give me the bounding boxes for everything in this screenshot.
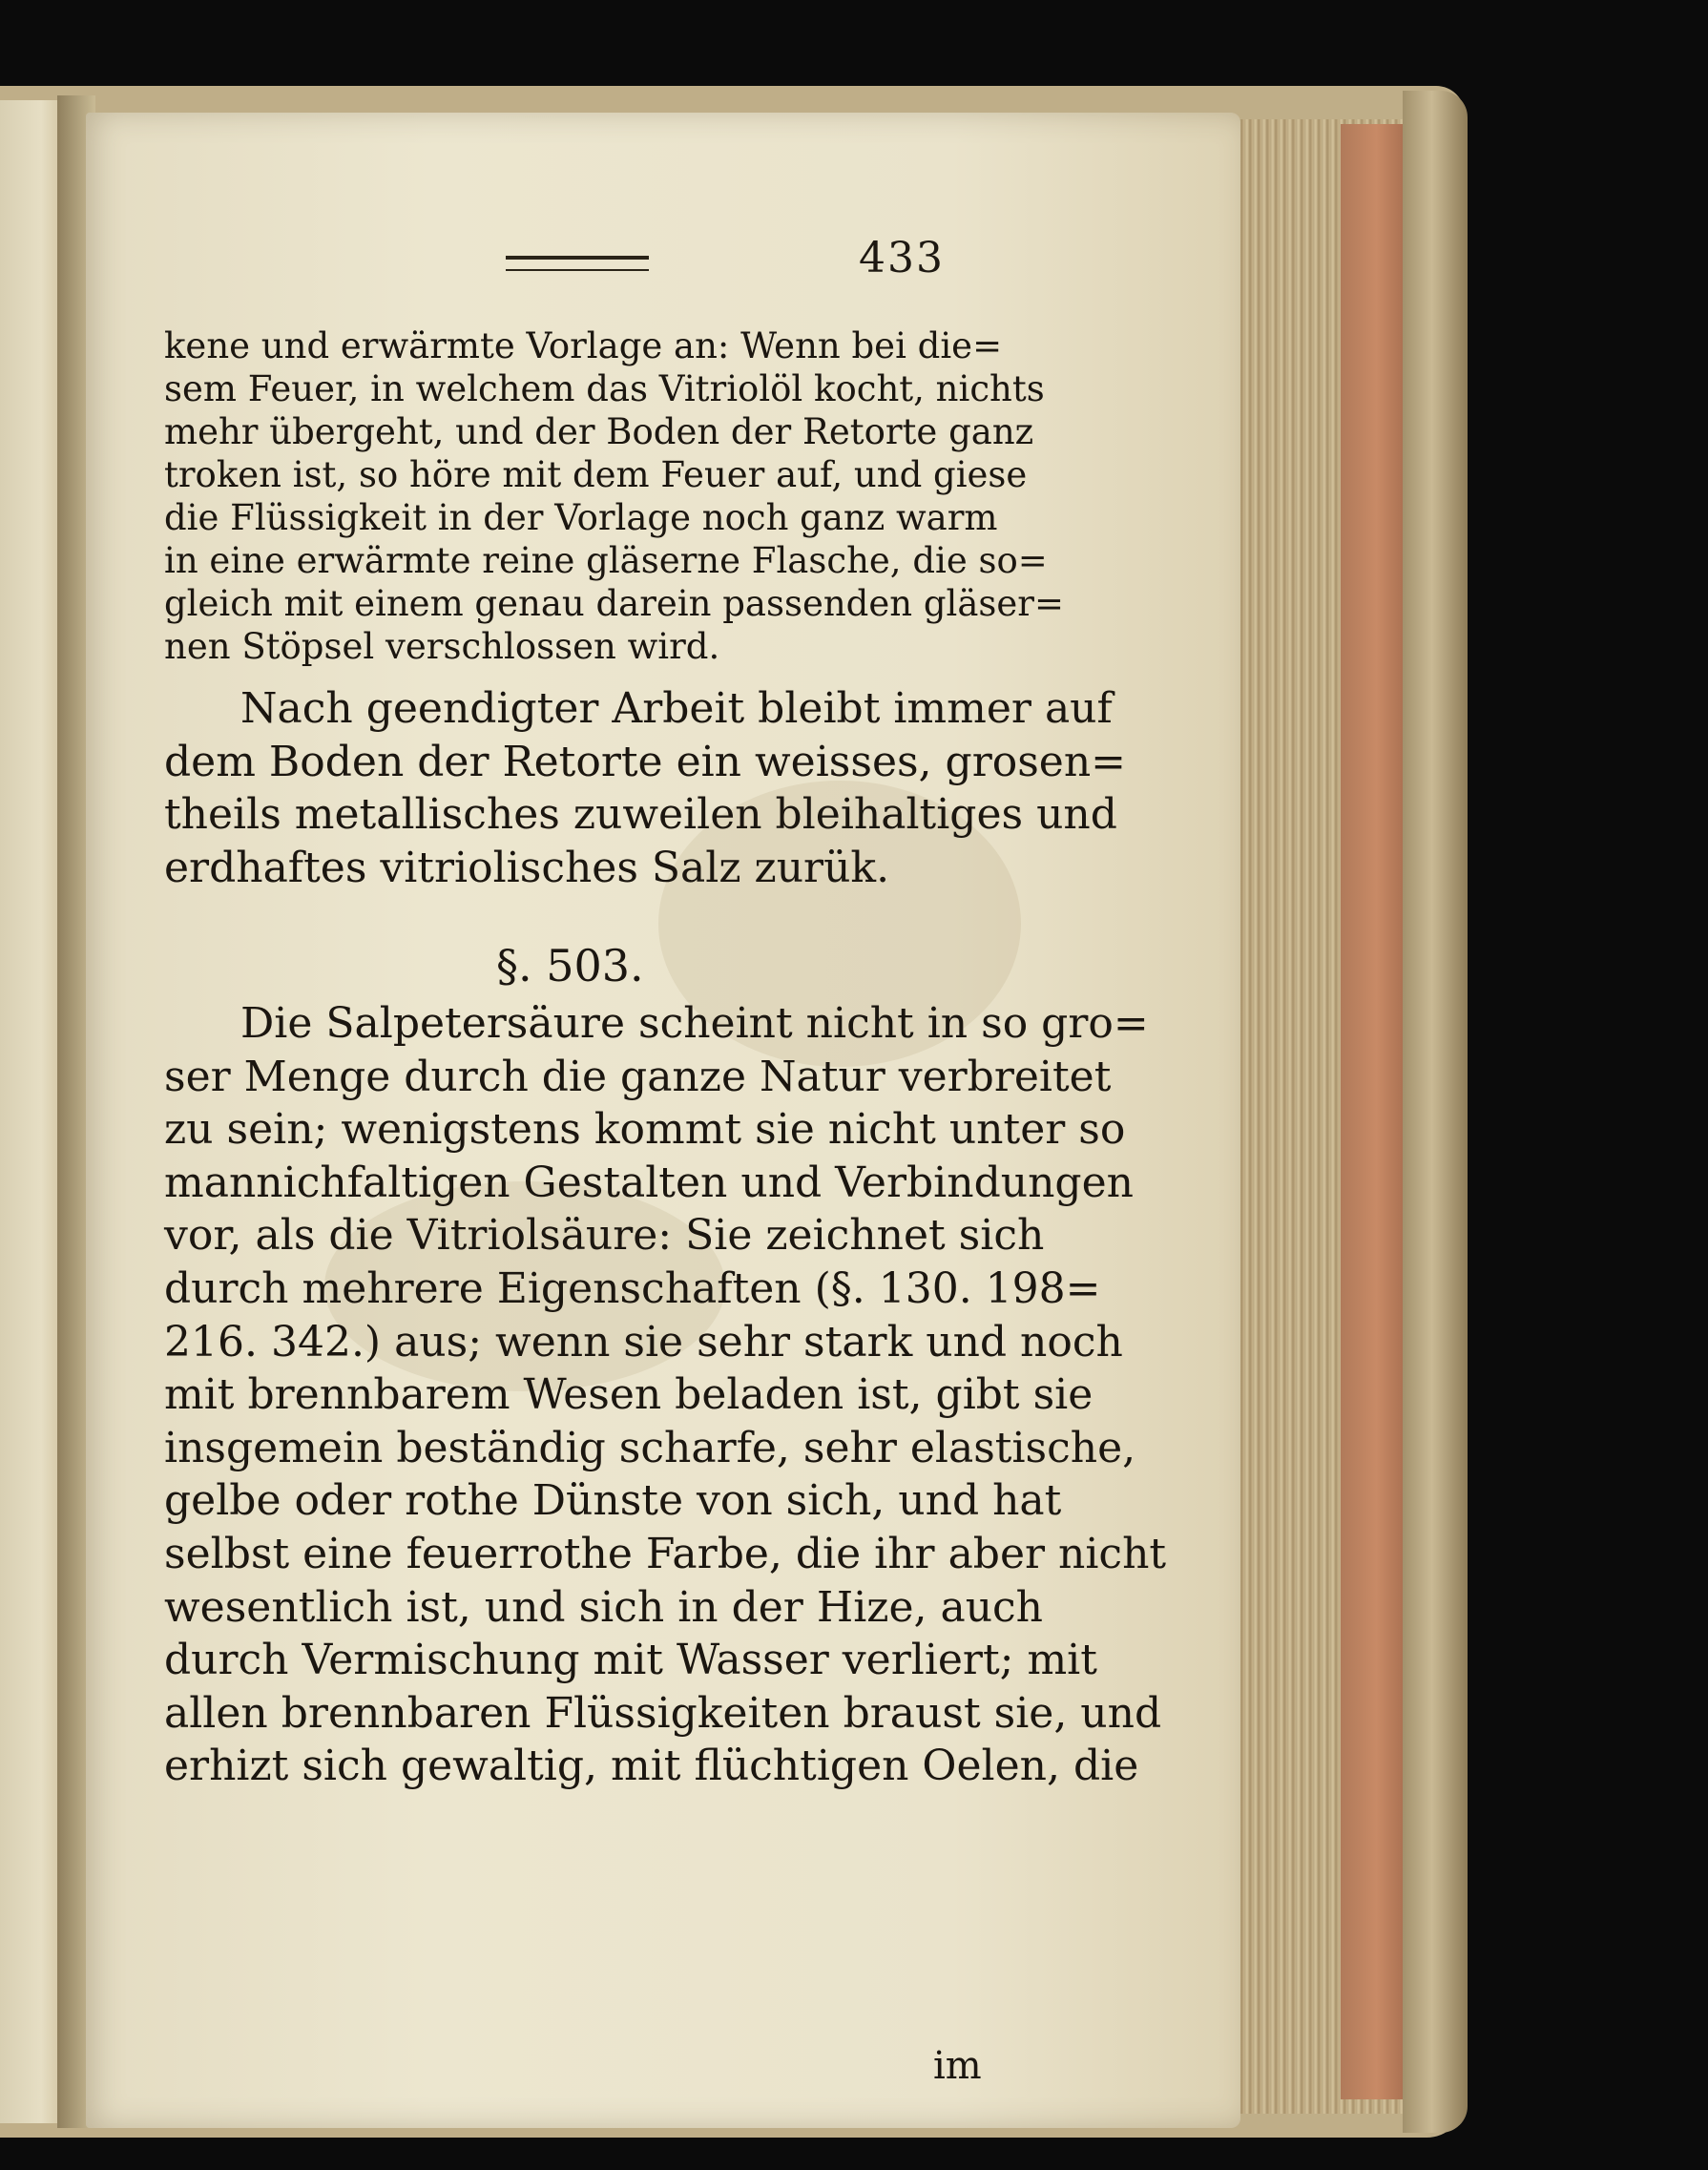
text-line: gleich mit einem genau darein passenden gläser= — [164, 583, 1064, 624]
text-line: nen Stöpsel verschlossen wird. — [164, 626, 720, 667]
text-line: 216. 342.) aus; wenn sie sehr stark und noch — [164, 1317, 1123, 1367]
text-line: troken ist, so höre mit dem Feuer auf, und giese — [164, 454, 1028, 495]
paragraph-residue — [164, 682, 1127, 894]
text-line: durch mehrere Eigenschaften (§. 130. 198= — [164, 1263, 1101, 1313]
text-line: gelbe oder rothe Dünste von sich, und hat — [164, 1476, 1062, 1526]
text-line: kene und erwärmte Vorlage an: Wenn bei die= — [164, 325, 1003, 366]
text-line: insgemein beständig scharfe, sehr elastische, — [164, 1423, 1136, 1472]
section-heading: §. 503. — [496, 940, 644, 991]
text-line: mit brennbarem Wesen beladen ist, gibt sie — [164, 1370, 1094, 1420]
text-line: zu sein; wenigstens kommt sie nicht unter so — [164, 1105, 1126, 1155]
text-line: ser Menge durch die ganze Natur verbreitet — [164, 1052, 1112, 1101]
page-number: 433 — [859, 234, 945, 282]
text-line: mannichfaltigen Gestalten und Verbindungen — [164, 1158, 1134, 1207]
text-line: vor, als die Vitriolsäure: Sie zeichnet sich — [164, 1211, 1045, 1261]
text-line: selbst eine feuerrothe Farbe, die ihr aber nicht — [164, 1529, 1167, 1578]
text-line: durch Vermischung mit Wasser verliert; mit — [164, 1636, 1097, 1685]
paragraph-continued — [164, 324, 1064, 668]
text-line: in eine erwärmte reine gläserne Flasche, die so= — [164, 540, 1048, 581]
text-line: Nach geendigter Arbeit bleibt immer auf — [240, 684, 1113, 733]
catchword: im — [933, 2044, 982, 2088]
text-line: erhizt sich gewaltig, mit flüchtigen Oelen, die — [164, 1742, 1139, 1791]
text-line: erdhaftes vitriolisches Salz zurük. — [164, 843, 890, 892]
header-rule — [506, 256, 649, 271]
text-line: mehr übergeht, und der Boden der Retorte ganz — [164, 411, 1034, 452]
text-line: die Flüssigkeit in der Vorlage noch ganz warm — [164, 497, 998, 538]
book-spine — [1403, 91, 1468, 2133]
paragraph-nitric-acid — [164, 997, 1167, 1793]
red-page-edge — [1341, 124, 1412, 2099]
text-line: theils metallisches zuweilen bleihaltiges und — [164, 790, 1117, 839]
text-line: allen brennbaren Flüssigkeiten braust sie, und — [164, 1688, 1162, 1738]
text-line: Die Salpetersäure scheint nicht in so gro= — [240, 999, 1149, 1048]
text-line: wesentlich ist, und sich in der Hize, auch — [164, 1582, 1044, 1632]
text-line: dem Boden der Retorte ein weisses, grosen= — [164, 737, 1127, 786]
text-line: sem Feuer, in welchem das Vitriolöl kocht, nichts — [164, 368, 1045, 409]
